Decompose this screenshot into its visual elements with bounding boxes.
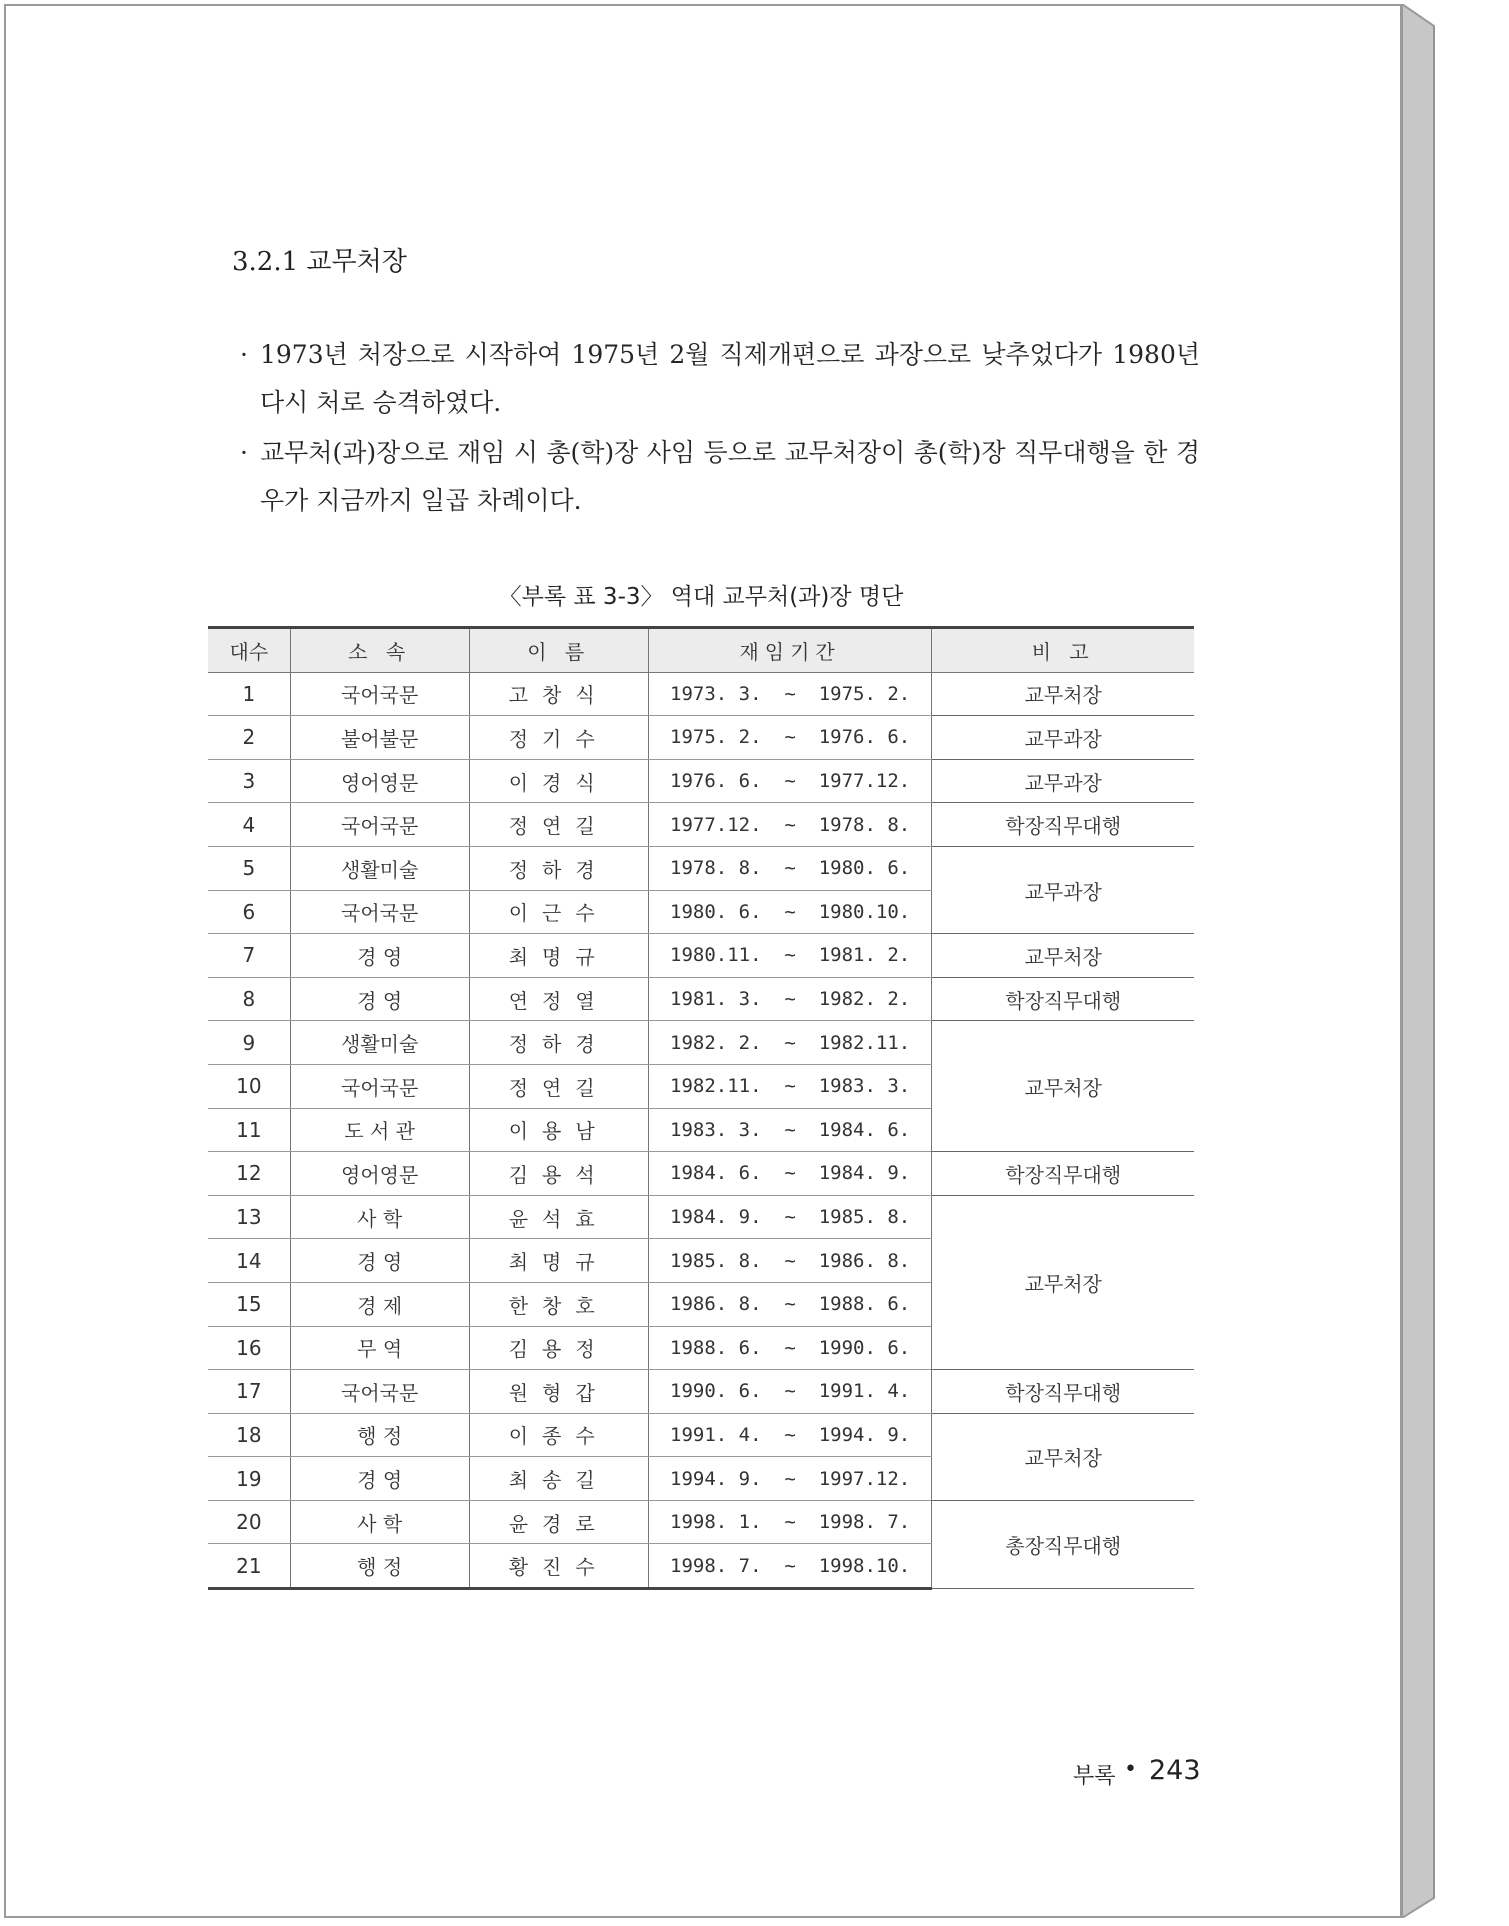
cell-dept: 경 영	[290, 934, 469, 978]
cell-no: 15	[208, 1282, 290, 1326]
cell-dept: 생활미술	[290, 846, 469, 890]
bullet-paragraph-1	[240, 331, 1200, 427]
cell-no: 3	[208, 759, 290, 803]
cell-no: 13	[208, 1195, 290, 1239]
header-no: 대수	[208, 628, 290, 673]
cell-name: 이용남	[469, 1108, 648, 1152]
cell-term: 1990. 6. ~ 1991. 4.	[648, 1370, 932, 1414]
cell-remark: 교무과장	[932, 759, 1194, 803]
table-row	[208, 1500, 1194, 1544]
cell-dept: 도 서 관	[290, 1108, 469, 1152]
cell-dept: 행 정	[290, 1544, 469, 1589]
table-row	[208, 716, 1194, 760]
cell-dept: 사 학	[290, 1500, 469, 1544]
cell-remark: 학장직무대행	[932, 803, 1194, 847]
cell-remark: 교무처장	[932, 1021, 1194, 1152]
table-row	[208, 1152, 1194, 1196]
cell-no: 18	[208, 1413, 290, 1457]
cell-dept: 경 영	[290, 977, 469, 1021]
cell-term: 1973. 3. ~ 1975. 2.	[648, 672, 932, 716]
header-remark: 비 고	[932, 628, 1194, 673]
cell-name: 최송길	[469, 1457, 648, 1501]
cell-no: 17	[208, 1370, 290, 1414]
cell-name: 윤석효	[469, 1195, 648, 1239]
cell-term: 1980.11. ~ 1981. 2.	[648, 934, 932, 978]
cell-term: 1988. 6. ~ 1990. 6.	[648, 1326, 932, 1370]
cell-remark: 교무처장	[932, 1413, 1194, 1500]
table-row	[208, 803, 1194, 847]
cell-dept: 국어국문	[290, 672, 469, 716]
table-row	[208, 846, 1194, 890]
cell-dept: 불어불문	[290, 716, 469, 760]
cell-no: 16	[208, 1326, 290, 1370]
page-number: 243	[1149, 1755, 1201, 1786]
bullet-mark: ·	[240, 438, 248, 467]
cell-dept: 생활미술	[290, 1021, 469, 1065]
cell-term: 1976. 6. ~ 1977.12.	[648, 759, 932, 803]
cell-term: 1977.12. ~ 1978. 8.	[648, 803, 932, 847]
bullet-text: 1973년 처장으로 시작하여 1975년 2월 직제개편으로 과장으로 낮추었다가 1980년 다시 처로 승격하였다.	[260, 340, 1200, 417]
cell-remark: 교무과장	[932, 716, 1194, 760]
cell-remark: 교무처장	[932, 1195, 1194, 1369]
cell-no: 20	[208, 1500, 290, 1544]
cell-name: 김용정	[469, 1326, 648, 1370]
table-row	[208, 759, 1194, 803]
roster-table	[208, 626, 1194, 1590]
cell-no: 10	[208, 1064, 290, 1108]
cell-remark: 총장직무대행	[932, 1500, 1194, 1588]
bullet-text: 교무처(과)장으로 재임 시 총(학)장 사임 등으로 교무처장이 총(학)장 직무대행을 한 경우가 지금까지 일곱 차례이다.	[260, 438, 1200, 515]
cell-dept: 국어국문	[290, 890, 469, 934]
cell-remark: 학장직무대행	[932, 977, 1194, 1021]
cell-name: 연정열	[469, 977, 648, 1021]
table-row	[208, 1370, 1194, 1414]
cell-name: 정기수	[469, 716, 648, 760]
footer-separator: •	[1124, 1757, 1137, 1782]
header-name: 이 름	[469, 628, 648, 673]
cell-no: 21	[208, 1544, 290, 1589]
table-row	[208, 1413, 1194, 1457]
cell-no: 19	[208, 1457, 290, 1501]
cell-name: 한창호	[469, 1282, 648, 1326]
cell-no: 12	[208, 1152, 290, 1196]
cell-term: 1982.11. ~ 1983. 3.	[648, 1064, 932, 1108]
cell-no: 1	[208, 672, 290, 716]
cell-name: 고창식	[469, 672, 648, 716]
cell-dept: 경 영	[290, 1239, 469, 1283]
table-row	[208, 934, 1194, 978]
cell-no: 14	[208, 1239, 290, 1283]
cell-term: 1981. 3. ~ 1982. 2.	[648, 977, 932, 1021]
cell-term: 1983. 3. ~ 1984. 6.	[648, 1108, 932, 1152]
page-stack-edge	[1402, 4, 1442, 1918]
table-row	[208, 1195, 1194, 1239]
cell-term: 1994. 9. ~ 1997.12.	[648, 1457, 932, 1501]
bullet-mark: ·	[240, 340, 248, 369]
cell-name: 이종수	[469, 1413, 648, 1457]
cell-name: 윤경로	[469, 1500, 648, 1544]
section-title: 3.2.1 교무처장	[232, 247, 407, 277]
cell-term: 1975. 2. ~ 1976. 6.	[648, 716, 932, 760]
cell-remark: 교무처장	[932, 934, 1194, 978]
cell-remark: 교무처장	[932, 672, 1194, 716]
footer-section-label: 부록	[1073, 1764, 1116, 1789]
cell-term: 1980. 6. ~ 1980.10.	[648, 890, 932, 934]
cell-no: 9	[208, 1021, 290, 1065]
cell-no: 4	[208, 803, 290, 847]
cell-term: 1986. 8. ~ 1988. 6.	[648, 1282, 932, 1326]
cell-no: 7	[208, 934, 290, 978]
table-caption: 〈부록 표 3-3〉 역대 교무처(과)장 명단	[498, 584, 904, 610]
cell-dept: 사 학	[290, 1195, 469, 1239]
cell-term: 1978. 8. ~ 1980. 6.	[648, 846, 932, 890]
cell-term: 1984. 9. ~ 1985. 8.	[648, 1195, 932, 1239]
cell-no: 6	[208, 890, 290, 934]
cell-name: 최명규	[469, 934, 648, 978]
cell-name: 황진수	[469, 1544, 648, 1589]
cell-no: 8	[208, 977, 290, 1021]
cell-dept: 국어국문	[290, 1370, 469, 1414]
cell-dept: 영어영문	[290, 1152, 469, 1196]
table-row	[208, 672, 1194, 716]
cell-name: 최명규	[469, 1239, 648, 1283]
cell-name: 정하경	[469, 1021, 648, 1065]
cell-term: 1985. 8. ~ 1986. 8.	[648, 1239, 932, 1283]
cell-no: 2	[208, 716, 290, 760]
cell-no: 5	[208, 846, 290, 890]
header-dept: 소 속	[290, 628, 469, 673]
cell-no: 11	[208, 1108, 290, 1152]
cell-dept: 행 정	[290, 1413, 469, 1457]
table-row	[208, 977, 1194, 1021]
cell-name: 정하경	[469, 846, 648, 890]
cell-name: 정연길	[469, 803, 648, 847]
cell-name: 정연길	[469, 1064, 648, 1108]
table-header-row	[208, 628, 1194, 673]
cell-remark: 학장직무대행	[932, 1370, 1194, 1414]
cell-dept: 경 영	[290, 1457, 469, 1501]
cell-dept: 국어국문	[290, 1064, 469, 1108]
cell-name: 김용석	[469, 1152, 648, 1196]
table-row	[208, 1021, 1194, 1065]
cell-term: 1982. 2. ~ 1982.11.	[648, 1021, 932, 1065]
cell-term: 1998. 1. ~ 1998. 7.	[648, 1500, 932, 1544]
cell-term: 1991. 4. ~ 1994. 9.	[648, 1413, 932, 1457]
cell-name: 이근수	[469, 890, 648, 934]
cell-dept: 무 역	[290, 1326, 469, 1370]
cell-name: 원형갑	[469, 1370, 648, 1414]
cell-dept: 영어영문	[290, 759, 469, 803]
cell-term: 1998. 7. ~ 1998.10.	[648, 1544, 932, 1589]
cell-term: 1984. 6. ~ 1984. 9.	[648, 1152, 932, 1196]
cell-name: 이경식	[469, 759, 648, 803]
bullet-paragraph-2	[240, 429, 1200, 525]
cell-remark: 학장직무대행	[932, 1152, 1194, 1196]
cell-remark: 교무과장	[932, 846, 1194, 933]
table-body	[208, 672, 1194, 1588]
cell-dept: 경 제	[290, 1282, 469, 1326]
cell-dept: 국어국문	[290, 803, 469, 847]
header-term: 재임기간	[648, 628, 932, 673]
